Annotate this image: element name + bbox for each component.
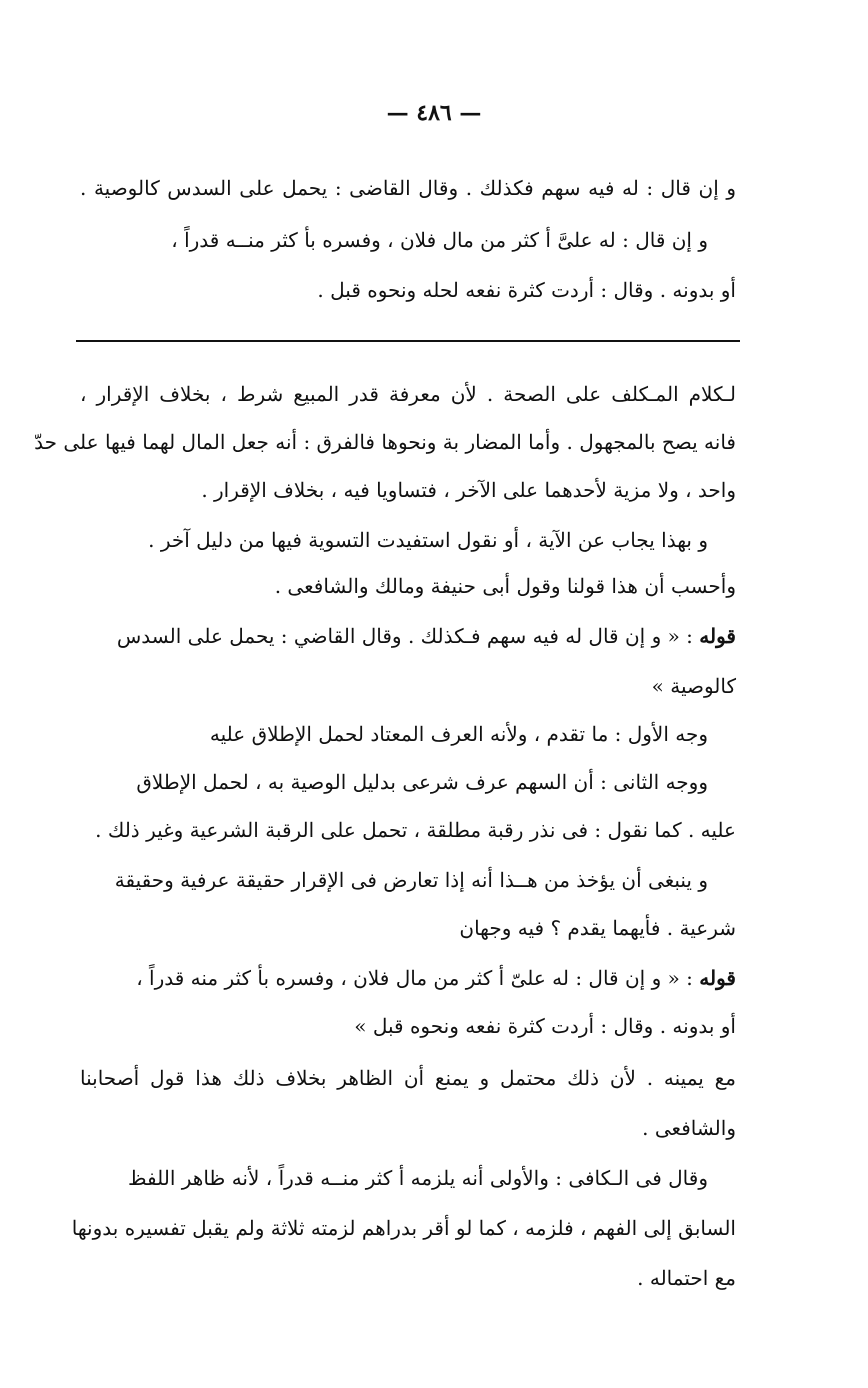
commentary-line: شرعية . فأيهما يقدم ؟ فيه وجهان: [459, 916, 736, 940]
commentary-line: وقال فى الـكافى : والأولى أنه يلزمه أ كثر منــه قدراً ، لأنه ظاهر اللفظ: [128, 1166, 708, 1190]
quote-line: كالوصية »: [651, 674, 736, 698]
commentary-line: عليه . كما نقول : فى نذر رقبة مطلقة ، تحمل على الرقبة الشرعية وغير ذلك .: [95, 818, 736, 842]
commentary-line: فانه يصح بالمجهول . وأما المضار بة ونحوها فالفرق : أنه جعل المال لهما فيها على حدّ: [34, 430, 736, 454]
quote-text: : « و إن قال : له علىّ أ كثر من مال فلان ، وفسره بأ كثر منه قدراً ،: [136, 966, 693, 990]
commentary-line: وأحسب أن هذا قولنا وقول أبى حنيفة ومالك والشافعى .: [274, 574, 736, 598]
commentary-line: وجه الأول : ما تقدم ، ولأنه العرف المعتاد لحمل الإطلاق عليه: [209, 722, 708, 746]
main-text-line: و إن قال : له فيه سهم فكذلك . وقال القاضى : يحمل على السدس كالوصية .: [80, 176, 736, 200]
commentary-line: واحد ، ولا مزية لأحدهما على الآخر ، فتساويا فيه ، بخلاف الإقرار .: [201, 478, 736, 502]
main-text-line: أو بدونه . وقال : أردت كثرة نفعه لحله ونحوه قبل .: [317, 278, 736, 302]
separator-rule: [76, 340, 740, 342]
quote-label: قوله: [699, 624, 736, 648]
commentary-line: السابق إلى الفهم ، فلزمه ، كما لو أقر بدراهم لزمته ثلاثة ولم يقبل تفسيره بدونها: [71, 1216, 736, 1240]
quote-line: [80, 956, 736, 1000]
commentary-line: لـكلام المـكلف على الصحة . لأن معرفة قدر المبيع شرط ، بخلاف الإقرار ،: [80, 382, 736, 406]
commentary-line: مع يمينه . لأن ذلك محتمل و يمنع أن الظاهر بخلاف ذلك هذا قول أصحابنا: [80, 1066, 736, 1090]
quote-label: قوله: [699, 966, 736, 990]
quote-line: [80, 614, 736, 658]
quote-line: أو بدونه . وقال : أردت كثرة نفعه ونحوه قبل »: [354, 1014, 736, 1038]
page-number: — ٤٨٦ —: [386, 100, 482, 126]
quote-text: : « و إن قال له فيه سهم فـكذلك . وقال القاضي : يحمل على السدس: [116, 624, 693, 648]
commentary-line: ووجه الثانى : أن السهم عرف شرعى بدليل الوصية به ، لحمل الإطلاق: [136, 770, 708, 794]
commentary-line: والشافعى .: [642, 1116, 736, 1140]
main-text-line: و إن قال : له علىَّ أ كثر من مال فلان ، وفسره بأ كثر منــه قدراً ،: [171, 228, 708, 252]
commentary-line: و ينبغى أن يؤخذ من هــذا أنه إذا تعارض فى الإقرار حقيقة عرفية وحقيقة: [114, 868, 708, 892]
commentary-line: و بهذا يجاب عن الآية ، أو نقول استفيدت التسوية فيها من دليل آخر .: [148, 528, 708, 552]
commentary-line: مع احتماله .: [637, 1266, 736, 1290]
